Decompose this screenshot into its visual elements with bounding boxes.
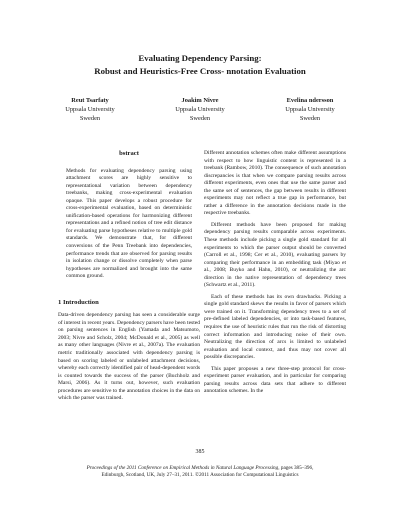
author-country: Sweden: [79, 115, 101, 122]
left-column: [58, 150, 200, 407]
author-country: Sweden: [299, 115, 321, 122]
author-affiliation: Uppsala University: [175, 106, 225, 113]
right-column: [204, 150, 346, 400]
page-number: 385: [195, 449, 205, 455]
author-block: [150, 96, 250, 123]
title-line-1: Evaluating Dependency Parsing:: [138, 53, 262, 63]
abstract-heading: bstract: [119, 150, 139, 157]
footer-venue: Proceedings of the 2011 Conference on Empirical Methods in Natural Language Processing: [86, 465, 279, 471]
paper-title: [40, 52, 360, 78]
body-paragraph: Different methods have been proposed for making dependency parsing results comparable across experiments. These methods include picking a single gold standard for all experiments to which the parser output should be converted (Carroll et al., 1998; Cer et al., 2010), evaluating parsers by comparing their performance in an embedding task (Miyao et al., 2008; Buyko and Hahn, 2010), or neutralizing the arc direction in the native representation of dependency trees (Schwartz et al., 2011).: [204, 221, 346, 289]
author-name: Joakim Nivre: [181, 97, 219, 104]
title-line-2: Robust and Heuristics-Free Cross- nnotation Evaluation: [94, 66, 306, 76]
author-name: Reut Tsarfaty: [71, 97, 109, 104]
author-list: [40, 96, 360, 123]
author-block: [260, 96, 360, 123]
proceedings-footer: [60, 465, 340, 479]
introduction-paragraph: Data-driven dependency parsing has seen a considerable surge of interest in recent years. Dependency parsers have been tested on parsing sentences in English (Yamada and Matsumoto, 2003; Nivre and Scholz, 2004; McDonald et al., 2005) as well as many other languages (Nivre et al., 2007a). The evaluation metric traditionally associated with dependency parsing is based on scoring labeled or unlabeled attachment decisions, whereby each correctly identified pair of head-dependent words is counted towards the success of the parser (Buchholz and Marsi, 2006). As it turns out, however, such evaluation procedures are sensitive to the annotation choices in the data on which the parser was trained.: [58, 312, 200, 402]
author-affiliation: Uppsala University: [65, 106, 115, 113]
introduction-heading: 1 Introduction: [58, 298, 99, 306]
author-block: [40, 96, 140, 123]
body-paragraph: Each of these methods has its own drawbacks. Picking a single gold standard skews the results in favor of parsers which were trained on it. Transforming dependency trees to a set of pre-defined labeled dependencies, or into task-based features, requires the use of heuristic rules that run the risk of distorting correct information and introducing noise of their own. Neutralizing the direction of arcs is limited to unlabeled evaluation and local context, and thus may not cover all possible discrepancies.: [204, 293, 346, 361]
footer-pages: , pages 385–396,: [278, 465, 314, 471]
body-paragraph: Different annotation schemes often make different assumptions with respect to how linguistic content is represented in a treebank (Rambow, 2010). The consequence of such annotation discrepancies is that when we compare parsing results across different experiments, even ones that use the same parser and the same set of sentences, the gap between results in different experiments may not reflect a true gap in performance, but rather a difference in the annotation decisions made in the respective treebanks.: [204, 150, 346, 217]
body-paragraph: This paper proposes a new three-step protocol for cross-experiment parser evaluation, and in particular for comparing parsing results across data sets that adhere to different annotation schemes. In the: [204, 365, 346, 395]
footer-line-1: [60, 465, 340, 472]
footer-line-2: Edinburgh, Scotland, UK, July 27–31, 2011. ©2011 Association for Computational Linguistics: [101, 472, 299, 478]
abstract-text: Methods for evaluating dependency parsing using attachment scores are highly sensitive to representational variation between dependency treebanks, making cross-experimental evaluation opaque. This paper develops a robust procedure for cross-experimental evaluation, based on deterministic unification-based operations for harmonizing different representations and a refined notion of tree edit distance for evaluating parse hypotheses relative to multiple gold standards. We demonstrate that, for different conversions of the Penn Treebank into dependencies, performance trends that are observed for parsing results in isolation change or dissolve completely when parse hypotheses are normalized and brought into the same common ground.: [66, 167, 192, 280]
author-name: Evelina ndersson: [286, 97, 334, 104]
author-country: Sweden: [189, 115, 211, 122]
author-affiliation: Uppsala University: [285, 106, 335, 113]
